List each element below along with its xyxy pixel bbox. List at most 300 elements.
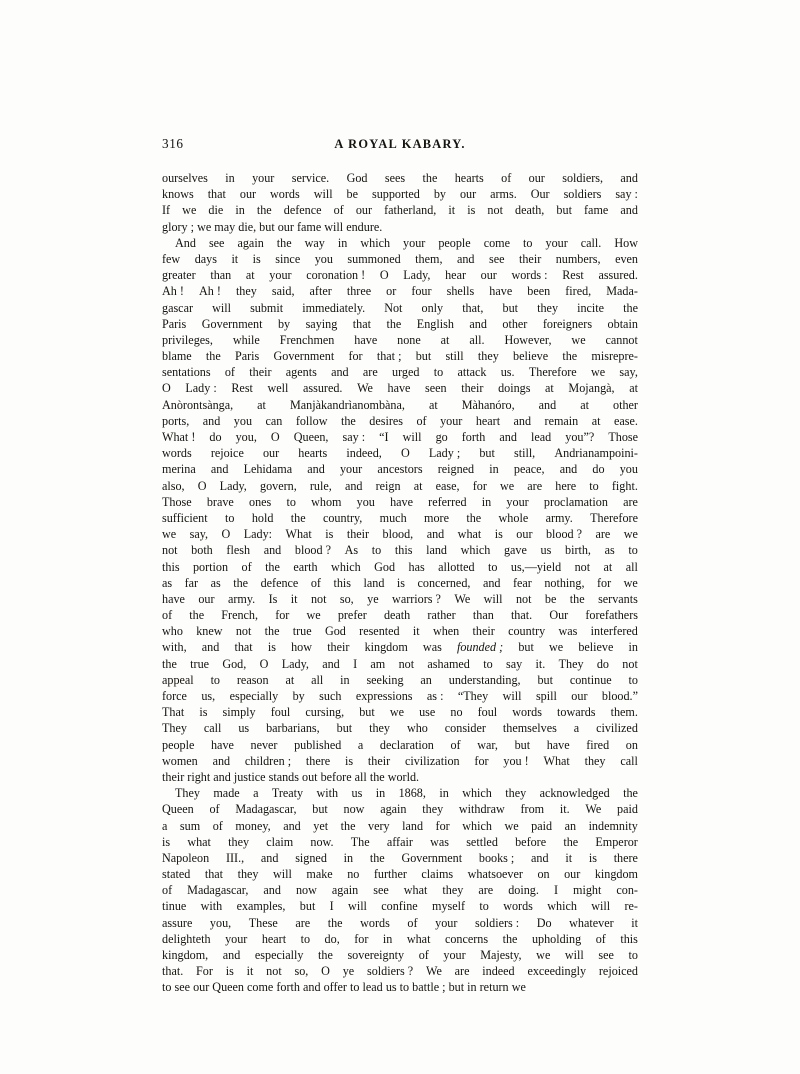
word: in — [225, 171, 235, 185]
word: sufficient — [162, 510, 208, 525]
word: is — [162, 834, 171, 849]
word: all. — [469, 332, 485, 347]
word: to — [628, 543, 638, 558]
word: forefathers — [585, 608, 638, 623]
word: fear — [512, 575, 532, 590]
word: do, — [324, 931, 340, 946]
word: our — [516, 527, 533, 542]
word: immediately. — [302, 300, 366, 315]
word: and — [222, 948, 241, 962]
word: will — [502, 689, 522, 703]
text-line — [162, 801, 638, 817]
text-line — [162, 656, 638, 672]
word: the — [162, 656, 177, 671]
word: have — [354, 332, 378, 347]
word: Lehidama — [243, 462, 293, 477]
word: this — [394, 543, 413, 558]
word: We — [585, 802, 602, 817]
word: resented — [359, 624, 400, 639]
word: to — [483, 656, 493, 671]
word: understanding, — [448, 672, 521, 687]
word: our — [198, 591, 215, 606]
text-line — [162, 251, 638, 267]
word: since — [275, 251, 301, 266]
word: cursing, — [305, 705, 345, 720]
word: us, — [201, 689, 216, 703]
word: ye — [367, 591, 379, 606]
word: other — [502, 316, 528, 331]
body-text-block — [162, 170, 638, 996]
word: which — [462, 786, 492, 801]
word: you — [619, 462, 638, 477]
word: French, — [221, 608, 259, 623]
word: again — [237, 235, 264, 250]
word: made — [213, 786, 240, 801]
word: appeal — [162, 672, 194, 687]
word: in — [337, 235, 348, 250]
word: doing. — [508, 883, 539, 898]
text-line: glory ; we may die, but our fame will endure. — [162, 219, 383, 234]
word: We — [357, 381, 373, 396]
word: from — [520, 802, 545, 817]
word: not — [235, 624, 252, 639]
word: will — [483, 591, 503, 606]
word: they — [442, 883, 464, 898]
word: land — [426, 543, 447, 558]
word: by — [292, 689, 305, 703]
word: Majesty, — [480, 948, 522, 962]
word: gascar — [162, 300, 194, 315]
word: the — [422, 171, 438, 185]
word: who — [406, 721, 428, 736]
word: The — [350, 834, 370, 849]
word: there — [613, 850, 638, 865]
word: the — [189, 608, 205, 623]
word: is — [267, 640, 276, 655]
word: of — [162, 608, 173, 623]
text-line — [162, 283, 638, 299]
word: the — [623, 786, 638, 801]
word: have — [489, 284, 513, 299]
word: but — [556, 203, 572, 218]
word: is — [494, 527, 503, 542]
word: rejoiced — [598, 964, 638, 979]
word: our — [355, 203, 372, 218]
word: your — [225, 931, 248, 946]
word: of — [407, 915, 418, 930]
word: for — [435, 818, 450, 833]
word: And — [175, 235, 196, 250]
word: that — [207, 187, 226, 202]
word: will — [273, 867, 292, 882]
word: O — [221, 527, 231, 542]
word: not — [266, 964, 282, 979]
word: I — [329, 899, 334, 914]
word: Our — [549, 608, 569, 623]
word: As — [344, 543, 359, 558]
word: days — [194, 251, 217, 266]
word: indemnity — [588, 818, 638, 833]
word: an — [564, 818, 577, 833]
word: Government — [201, 316, 263, 331]
word: have — [390, 494, 413, 509]
word: a — [357, 737, 364, 752]
text-line — [162, 720, 638, 736]
word: our — [528, 171, 545, 185]
word: at — [629, 381, 638, 396]
word: at — [545, 381, 554, 396]
word: well — [267, 381, 289, 396]
word: are — [454, 964, 470, 979]
word: but — [537, 672, 553, 687]
word: will — [564, 948, 584, 962]
word: Paris — [234, 349, 260, 364]
word: withdraw — [458, 802, 505, 817]
word: shells — [446, 284, 475, 299]
word: is — [588, 850, 597, 865]
word: now. — [310, 834, 334, 849]
word: kingdom — [594, 867, 638, 882]
word: at — [591, 413, 601, 428]
word: their — [249, 365, 272, 380]
word: by — [277, 316, 291, 331]
word: to — [589, 478, 599, 493]
word: soldiers, — [562, 171, 604, 185]
word: will — [212, 300, 231, 315]
word: summoned — [347, 251, 401, 266]
word: in — [382, 931, 393, 946]
word: kingdom — [364, 640, 408, 655]
word: blood.” — [601, 689, 638, 703]
word: all — [625, 559, 638, 574]
word: supported — [371, 187, 420, 202]
word: their — [367, 753, 391, 768]
word: there — [305, 753, 331, 768]
word: to — [300, 931, 311, 946]
word: with — [316, 786, 339, 801]
word: might — [573, 883, 602, 898]
word: that. — [510, 608, 533, 623]
word: to — [433, 365, 444, 380]
word: the — [327, 915, 343, 930]
word: of — [450, 737, 461, 752]
word: on — [537, 867, 550, 882]
word: re- — [624, 899, 638, 914]
word: hearts — [298, 446, 328, 461]
word: whom — [311, 494, 342, 509]
word: earth — [293, 559, 318, 574]
word: you ! — [503, 753, 529, 768]
word: gave — [503, 543, 527, 558]
text-line — [162, 332, 638, 348]
word: God — [374, 559, 396, 574]
word: a — [162, 818, 168, 833]
word: which — [462, 818, 492, 833]
word: when — [432, 624, 460, 639]
word: now — [295, 883, 317, 898]
word: is — [199, 705, 208, 720]
word: do — [209, 430, 222, 444]
word: O — [197, 478, 207, 493]
word: signed — [295, 850, 327, 865]
word: follow — [295, 413, 328, 428]
word: ease, — [435, 478, 460, 493]
word: to — [479, 899, 489, 914]
word: Lady : — [185, 381, 217, 396]
word: at — [603, 559, 613, 574]
word: still — [445, 349, 464, 364]
text-line — [162, 818, 638, 834]
word: say, — [619, 365, 638, 380]
word: you, — [235, 430, 257, 444]
word: they — [422, 802, 444, 817]
word: to — [628, 948, 638, 962]
word: death, — [515, 203, 545, 218]
word: Napoleon — [162, 850, 210, 865]
word: and — [283, 818, 301, 833]
word: Lady: — [243, 527, 273, 542]
word: “I — [379, 430, 389, 444]
word: at — [440, 332, 450, 347]
word: they — [228, 834, 250, 849]
word: doings — [498, 381, 531, 396]
word: ease. — [613, 413, 638, 428]
word: but — [299, 899, 316, 914]
word: of — [333, 203, 344, 218]
word: hear — [445, 268, 466, 283]
word: and — [531, 850, 549, 865]
word: on — [625, 737, 638, 752]
word: They — [175, 786, 200, 801]
word: will — [402, 430, 422, 444]
word: people — [162, 737, 195, 752]
word: your — [269, 268, 292, 283]
word: fired, — [565, 284, 592, 299]
word: not — [487, 203, 503, 218]
word: assure — [162, 915, 193, 930]
word: but — [312, 802, 328, 817]
word: desires — [369, 413, 404, 428]
word: we — [590, 365, 606, 380]
word: here — [555, 478, 577, 493]
word: agents — [285, 365, 317, 380]
text-line — [162, 575, 638, 591]
word: and — [212, 753, 231, 768]
word: Madagascar, — [187, 883, 249, 898]
word: in — [628, 640, 638, 655]
running-head-title: A ROYAL KABARY. — [334, 137, 466, 151]
word: are — [295, 915, 311, 930]
word: knows — [162, 187, 194, 202]
word: a — [253, 786, 259, 801]
word: we — [536, 948, 551, 962]
word: saying — [305, 316, 338, 331]
word: proclamation — [543, 494, 608, 509]
word: greater — [162, 268, 196, 283]
word: children ; — [244, 753, 292, 768]
word: further — [373, 867, 407, 882]
text-line — [162, 607, 638, 623]
word: true — [190, 656, 210, 671]
word: which — [360, 235, 391, 250]
word: O — [400, 446, 410, 461]
word: They — [162, 721, 187, 736]
word: for — [474, 753, 489, 768]
word: indeed, — [346, 446, 382, 461]
word: and — [307, 462, 325, 477]
word: after — [309, 284, 332, 299]
word: the — [562, 349, 578, 364]
word: at — [428, 397, 438, 412]
word: which — [460, 543, 491, 558]
word: ourselves — [162, 171, 208, 185]
word: reign — [375, 478, 401, 493]
word: interfered — [590, 624, 638, 639]
word: at — [257, 397, 266, 412]
word: as — [162, 575, 173, 590]
word: rejoice — [210, 446, 244, 461]
word: foreigners — [542, 316, 593, 331]
text-line — [162, 429, 638, 445]
text-line — [162, 898, 638, 914]
word: Rest — [562, 268, 584, 283]
word: way — [304, 235, 325, 250]
word: fired — [586, 737, 610, 752]
word: founded ; — [456, 640, 504, 655]
word: the — [205, 349, 221, 364]
word: blood, — [382, 527, 414, 542]
word: Anòrontsànga, — [162, 397, 234, 412]
text-line — [162, 753, 638, 769]
word: at — [580, 397, 589, 412]
word: call. — [580, 235, 602, 250]
word: fatherland, — [384, 203, 437, 218]
word: the — [502, 931, 518, 946]
word: of — [224, 365, 235, 380]
text-line — [162, 397, 638, 413]
word: will — [313, 187, 333, 202]
word: they — [584, 753, 606, 768]
word: was — [558, 624, 578, 639]
text-line — [162, 704, 638, 720]
word: in — [439, 786, 449, 801]
word: do — [596, 656, 609, 671]
word: see — [373, 883, 389, 898]
word: spill — [535, 689, 557, 703]
word: land — [402, 818, 424, 833]
word: call — [620, 753, 638, 768]
word: and — [469, 316, 487, 331]
word: blood ? — [545, 527, 583, 542]
word: concerned, — [417, 575, 471, 590]
word: in — [481, 494, 492, 509]
word: We — [454, 591, 471, 606]
word: Treaty — [271, 786, 304, 801]
word: our — [239, 187, 257, 202]
word: and — [210, 462, 229, 477]
word: before — [515, 834, 547, 849]
word: again — [331, 883, 359, 898]
word: us — [540, 543, 552, 558]
word: sees — [384, 171, 406, 185]
word: whole — [498, 510, 529, 525]
word: incite — [577, 300, 605, 315]
word: for — [596, 575, 612, 590]
word: and — [620, 171, 638, 185]
word: and — [322, 656, 340, 671]
word: words — [162, 446, 192, 461]
word: of — [418, 948, 429, 962]
word: and — [260, 850, 279, 865]
word: it — [412, 624, 420, 639]
word: I — [553, 883, 558, 898]
word: so, — [339, 591, 354, 606]
word: you — [314, 251, 333, 266]
word: we — [306, 608, 321, 623]
word: it — [246, 964, 254, 979]
word: Andrianampoini- — [554, 446, 638, 461]
word: civilization — [404, 753, 460, 768]
word: only — [421, 300, 444, 315]
word: can — [265, 413, 283, 428]
word: call — [203, 721, 222, 736]
word: this — [162, 559, 180, 574]
word: three — [346, 284, 372, 299]
word: your — [403, 235, 426, 250]
word: both — [191, 543, 213, 558]
word: They — [558, 656, 584, 671]
word: for — [275, 608, 290, 623]
word: consider — [444, 721, 486, 736]
word: of — [209, 802, 220, 817]
word: seeking — [366, 672, 404, 687]
word: that — [234, 640, 253, 655]
word: use — [419, 705, 436, 720]
word: us,—yield — [510, 559, 562, 574]
word: them. — [610, 705, 638, 720]
word: of — [162, 883, 173, 898]
word: was — [422, 640, 442, 655]
word: These — [248, 915, 278, 930]
word: O — [259, 656, 269, 671]
word: acknowledged — [539, 786, 610, 801]
word: privileges, — [162, 332, 213, 347]
word: III., — [225, 850, 245, 865]
word: country — [508, 624, 546, 639]
word: and — [456, 251, 475, 266]
word: their — [461, 381, 484, 396]
word: is — [467, 203, 476, 218]
word: make — [306, 867, 333, 882]
word: affair — [386, 834, 413, 849]
text-line — [162, 235, 638, 251]
word: have — [546, 737, 570, 752]
text-line — [162, 915, 638, 931]
word: was — [430, 834, 449, 849]
word: with — [200, 899, 223, 914]
word: we — [571, 332, 586, 347]
word: to — [371, 543, 382, 558]
word: coronation ! — [306, 268, 366, 283]
word: Lady, — [219, 478, 247, 493]
word: but — [502, 300, 519, 315]
word: see — [598, 948, 614, 962]
word: we — [549, 640, 564, 655]
word: their — [327, 640, 350, 655]
word: birth, — [565, 543, 591, 558]
word: Therefore — [590, 510, 638, 525]
word: this — [333, 575, 351, 590]
